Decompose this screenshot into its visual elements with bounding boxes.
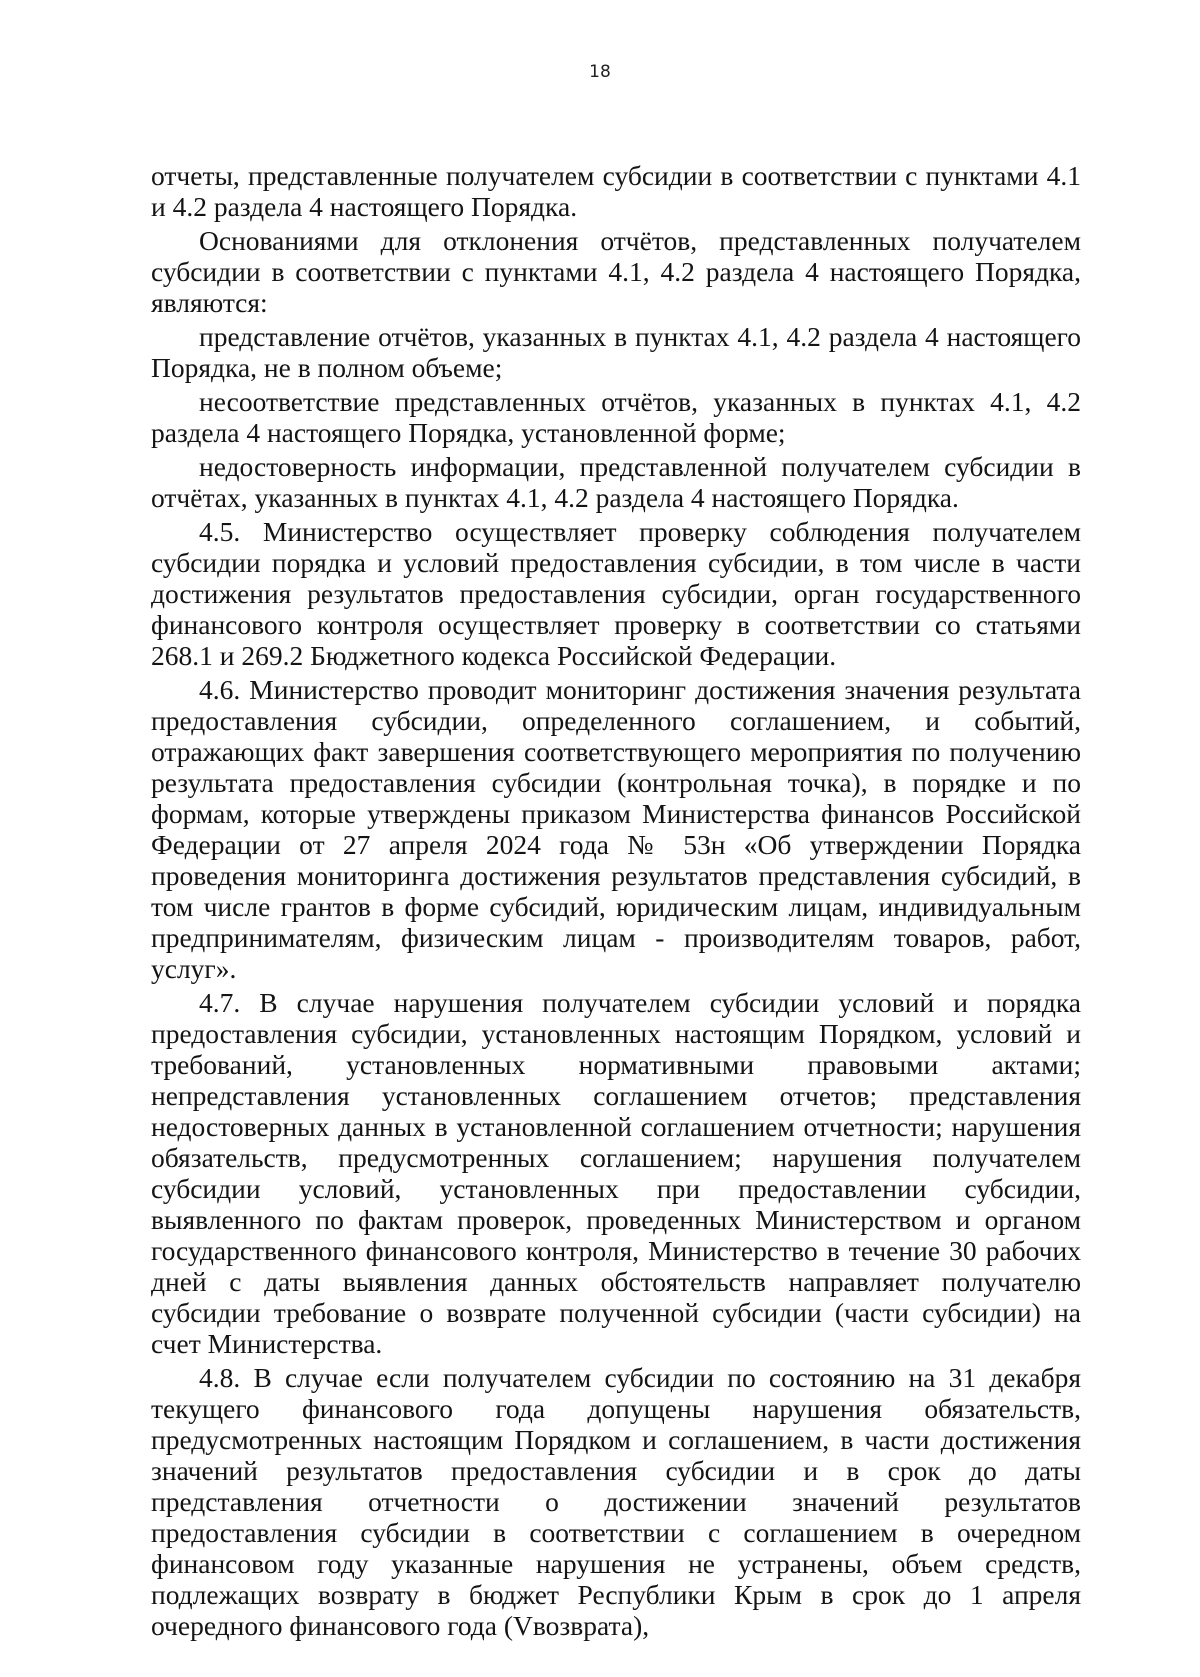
paragraph-continuation: отчеты, представленные получателем субсидии в соответствии с пунктами 4.1 и 4.2 раздела 4 настоящего Порядка.	[151, 160, 1081, 222]
paragraph-4-8: 4.8. В случае если получателем субсидии по состоянию на 31 декабря текущего финансового года допущены нарушения обязательств, предусмотренных настоящим Порядком и соглашением, в части достижения значений результатов предоставления субсидии и в срок до даты представления отчетности о достижении значений результатов предоставления субсидии в соответствии с соглашением в очередном финансовом году указанные нарушения не устранены, объем средств, подлежащих возврату в бюджет Республики Крым в срок до 1 апреля очередного финансового года (Vвозврата),	[151, 1362, 1081, 1641]
page-number: 18	[589, 62, 611, 82]
paragraph-4-7: 4.7. В случае нарушения получателем субсидии условий и порядка предоставления субсидии, установленных настоящим Порядком, условий и требований, установленных нормативными правовыми актами; непредставления установленных соглашением отчетов; представления недостоверных данных в установленной соглашением отчетности; нарушения обязательств, предусмотренных соглашением; нарушения получателем субсидии условий, установленных при предоставлении субсидии, выявленного по фактам проверок, проведенных Министерством и органом государственного финансового контроля, Министерство в течение 30 рабочих дней с даты выявления данных обстоятельств направляет получателю субсидии требование о возврате полученной субсидии (части субсидии) на счет Министерства.	[151, 987, 1081, 1359]
paragraph-ground-unreliable: недостоверность информации, представленной получателем субсидии в отчётах, указанных в пунктах 4.1, 4.2 раздела 4 настоящего Порядка.	[151, 451, 1081, 513]
paragraph-ground-form: несоответствие представленных отчётов, указанных в пунктах 4.1, 4.2 раздела 4 настоящего Порядка, установленной форме;	[151, 386, 1081, 448]
document-body	[151, 160, 1081, 1644]
paragraph-4-5: 4.5. Министерство осуществляет проверку соблюдения получателем субсидии порядка и условий предоставления субсидии, в том числе в части достижения результатов предоставления субсидии, орган государственного финансового контроля осуществляет проверку в соответствии со статьями 268.1 и 269.2 Бюджетного кодекса Российской Федерации.	[151, 516, 1081, 671]
paragraph-ground-incomplete: представление отчётов, указанных в пунктах 4.1, 4.2 раздела 4 настоящего Порядка, не в полном объеме;	[151, 321, 1081, 383]
paragraph-grounds-intro: Основаниями для отклонения отчётов, представленных получателем субсидии в соответствии с пунктами 4.1, 4.2 раздела 4 настоящего Порядка, являются:	[151, 225, 1081, 318]
paragraph-4-6: 4.6. Министерство проводит мониторинг достижения значения результата предоставления субсидии, определенного соглашением, и событий, отражающих факт завершения соответствующего мероприятия по получению результата предоставления субсидии (контрольная точка), в порядке и по формам, которые утверждены приказом Министерства финансов Российской Федерации от 27 апреля 2024 года № 53н «Об утверждении Порядка проведения мониторинга достижения результатов представления субсидий, в том числе грантов в форме субсидий, юридическим лицам, индивидуальным предпринимателям, физическим лицам - производителям товаров, работ, услуг».	[151, 674, 1081, 984]
